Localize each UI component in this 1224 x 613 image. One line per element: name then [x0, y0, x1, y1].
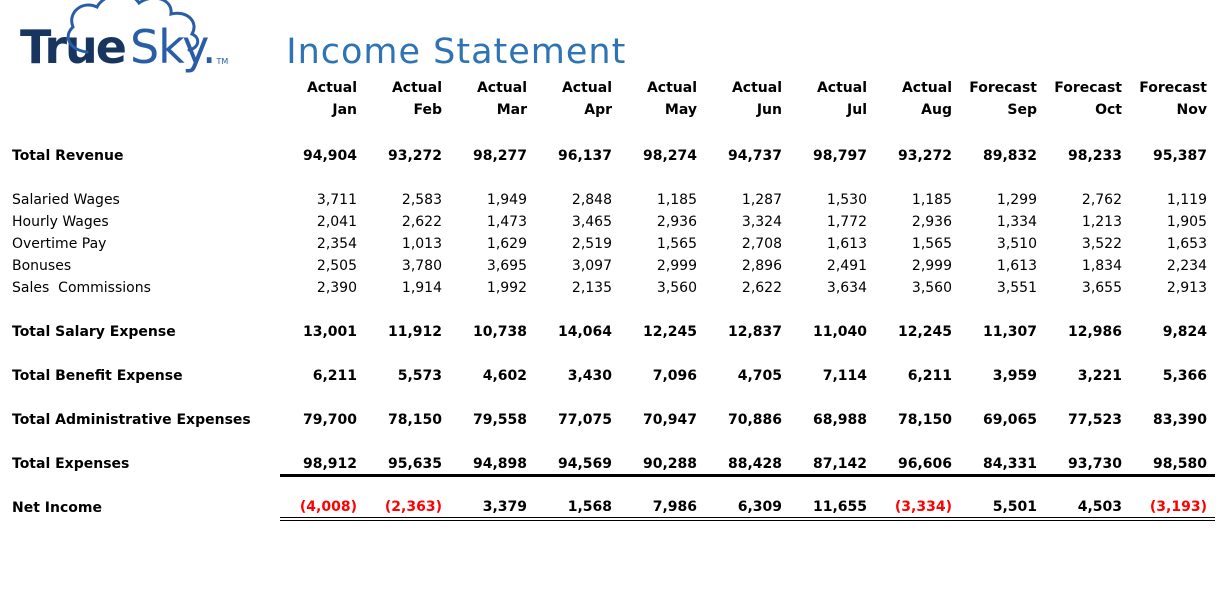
value-cell: 77,523	[1067, 412, 1122, 429]
value-cell: 69,065	[982, 412, 1037, 429]
value-cell: 94,904	[302, 148, 357, 165]
value-cell: 3,097	[571, 258, 612, 275]
value-cell: 1,772	[826, 214, 867, 231]
column-period-label: Actual	[561, 80, 612, 96]
value-cell: 2,234	[1166, 258, 1207, 275]
column-month-label: May	[664, 101, 697, 118]
value-cell: 70,886	[727, 412, 782, 429]
value-cell: 94,737	[727, 148, 782, 165]
row-label: Bonuses	[12, 258, 72, 275]
column-header-oct	[1045, 78, 1130, 145]
value-cell: 2,390	[316, 280, 357, 297]
value-cell: (3,334)	[875, 497, 960, 519]
logo-trademark: TM	[216, 57, 229, 66]
value-cell: 1,119	[1166, 192, 1207, 209]
value-cell: 2,505	[316, 258, 357, 275]
value-cell: 3,522	[1081, 236, 1122, 253]
value-cell: 3,780	[401, 258, 442, 275]
value-cell: 95,635	[365, 453, 450, 475]
value-cell: 93,272	[387, 148, 442, 165]
value-cell: 2,354	[316, 236, 357, 253]
value-cell: 3,221	[1077, 368, 1122, 385]
spacer-cell	[12, 299, 1215, 321]
value-cell: 79,558	[472, 412, 527, 429]
report-header	[0, 0, 1224, 74]
value-cell: 2,491	[826, 258, 867, 275]
value-cell: 95,387	[1152, 148, 1207, 165]
value-cell: 3,560	[656, 280, 697, 297]
value-cell: 94,898	[450, 453, 535, 475]
value-cell: 2,936	[911, 214, 952, 231]
column-month-label: Mar	[496, 101, 527, 118]
value-cell: 2,519	[571, 236, 612, 253]
value-cell: 2,041	[316, 214, 357, 231]
value-cell: 96,606	[875, 453, 960, 475]
value-cell: 10,738	[472, 324, 527, 341]
value-cell: 70,947	[642, 412, 697, 429]
value-cell: 1,629	[486, 236, 527, 253]
spacer-row	[12, 387, 1215, 409]
value-cell: 2,583	[401, 192, 442, 209]
column-header-apr	[535, 78, 620, 145]
truesky-logo	[20, 20, 228, 74]
value-cell: 5,366	[1162, 368, 1207, 385]
row-overtime-pay	[12, 233, 1215, 255]
row-total-benefit-expense	[12, 365, 1215, 387]
value-cell: 6,309	[705, 497, 790, 519]
row-label: Overtime Pay	[12, 236, 107, 253]
value-cell: 1,568	[535, 497, 620, 519]
value-cell: 79,700	[302, 412, 357, 429]
value-cell: 1,299	[996, 192, 1037, 209]
row-salaried-wages	[12, 189, 1215, 211]
value-cell: 90,288	[620, 453, 705, 475]
value-cell: 98,912	[280, 453, 365, 475]
value-cell: (3,193)	[1130, 497, 1215, 519]
value-cell: 87,142	[790, 453, 875, 475]
spacer-row	[12, 475, 1215, 497]
column-month-label: Oct	[1095, 101, 1122, 118]
value-cell: 11,912	[387, 324, 442, 341]
column-header-nov	[1130, 78, 1215, 145]
row-total-expenses	[12, 453, 1215, 475]
column-period-label: Actual	[901, 80, 952, 96]
value-cell: 77,075	[557, 412, 612, 429]
row-label: Total Salary Expense	[12, 324, 176, 341]
value-cell: 3,959	[992, 368, 1037, 385]
value-cell: 7,986	[620, 497, 705, 519]
spacer-row	[12, 299, 1215, 321]
value-cell: 89,832	[982, 148, 1037, 165]
row-label: Total Revenue	[12, 148, 124, 165]
value-cell: 7,114	[822, 368, 867, 385]
column-header-jun	[705, 78, 790, 145]
row-total-administrative-expenses	[12, 409, 1215, 431]
value-cell: 2,762	[1081, 192, 1122, 209]
row-label: Salaried Wages	[12, 192, 120, 209]
column-header-mar	[450, 78, 535, 145]
value-cell: 4,503	[1045, 497, 1130, 519]
value-cell: 98,233	[1067, 148, 1122, 165]
column-period-label: Forecast	[1054, 80, 1122, 96]
spacer-row	[12, 167, 1215, 189]
value-cell: 3,551	[996, 280, 1037, 297]
row-sales-commissions	[12, 277, 1215, 299]
value-cell: 1,185	[911, 192, 952, 209]
value-cell: 3,560	[911, 280, 952, 297]
value-cell: 1,565	[656, 236, 697, 253]
row-bonuses	[12, 255, 1215, 277]
value-cell: 2,622	[401, 214, 442, 231]
column-header-jul	[790, 78, 875, 145]
spacer-cell	[12, 475, 1215, 497]
value-cell: 6,211	[907, 368, 952, 385]
value-cell: 3,465	[571, 214, 612, 231]
column-period-label: Actual	[646, 80, 697, 96]
value-cell: 93,730	[1045, 453, 1130, 475]
column-month-label: Aug	[921, 101, 952, 118]
value-cell: 78,150	[897, 412, 952, 429]
value-cell: 83,390	[1152, 412, 1207, 429]
value-cell: 12,986	[1067, 324, 1122, 341]
value-cell: 7,096	[652, 368, 697, 385]
row-label: Total Expenses	[12, 456, 130, 473]
spacer-cell	[12, 343, 1215, 365]
value-cell: 98,274	[642, 148, 697, 165]
value-cell: 2,848	[571, 192, 612, 209]
value-cell: (4,008)	[280, 497, 365, 519]
value-cell: 68,988	[812, 412, 867, 429]
value-cell: 6,211	[312, 368, 357, 385]
value-cell: 3,324	[741, 214, 782, 231]
row-total-salary-expense	[12, 321, 1215, 343]
value-cell: 5,573	[397, 368, 442, 385]
column-header-feb	[365, 78, 450, 145]
row-total-revenue	[12, 145, 1215, 167]
spacer-cell	[12, 431, 1215, 453]
row-label: Net Income	[12, 500, 102, 517]
column-month-label: Sep	[1007, 101, 1037, 118]
value-cell: 2,622	[741, 280, 782, 297]
column-month-label: Nov	[1176, 101, 1207, 118]
value-cell: 2,913	[1166, 280, 1207, 297]
value-cell: 2,936	[656, 214, 697, 231]
value-cell: 98,797	[812, 148, 867, 165]
value-cell: 3,695	[486, 258, 527, 275]
value-cell: 1,613	[826, 236, 867, 253]
row-net-income	[12, 497, 1215, 519]
value-cell: 98,580	[1130, 453, 1215, 475]
column-header-sep	[960, 78, 1045, 145]
column-period-label: Forecast	[969, 80, 1037, 96]
value-cell: 4,602	[482, 368, 527, 385]
column-period-label: Actual	[306, 80, 357, 96]
value-cell: 11,040	[812, 324, 867, 341]
value-cell: 1,992	[486, 280, 527, 297]
column-period-label: Forecast	[1139, 80, 1207, 96]
value-cell: 94,569	[535, 453, 620, 475]
column-month-label: Apr	[584, 101, 612, 118]
spacer-row	[12, 343, 1215, 365]
value-cell: 96,137	[557, 148, 612, 165]
value-cell: 12,245	[642, 324, 697, 341]
value-cell: 1,949	[486, 192, 527, 209]
value-cell: 2,999	[656, 258, 697, 275]
value-cell: 3,711	[316, 192, 357, 209]
value-cell: 84,331	[960, 453, 1045, 475]
value-cell: 1,287	[741, 192, 782, 209]
value-cell: 2,135	[571, 280, 612, 297]
value-cell: 1,834	[1081, 258, 1122, 275]
column-period-label: Actual	[816, 80, 867, 96]
value-cell: 1,473	[486, 214, 527, 231]
value-cell: 93,272	[897, 148, 952, 165]
value-cell: 9,824	[1162, 324, 1207, 341]
value-cell: (2,363)	[365, 497, 450, 519]
row-label: Hourly Wages	[12, 214, 109, 231]
column-header-jan	[280, 78, 365, 145]
value-cell: 1,613	[996, 258, 1037, 275]
row-label: Total Benefit Expense	[12, 368, 183, 385]
value-cell: 5,501	[960, 497, 1045, 519]
row-label: Total Administrative Expenses	[12, 412, 251, 429]
column-header-may	[620, 78, 705, 145]
value-cell: 11,307	[982, 324, 1037, 341]
value-cell: 12,245	[897, 324, 952, 341]
spacer-cell	[12, 167, 1215, 189]
logo-text-true: True	[20, 20, 125, 74]
column-month-label: Jan	[332, 101, 357, 118]
spacer-cell	[12, 387, 1215, 409]
value-cell: 3,634	[826, 280, 867, 297]
row-label: Sales Commissions	[12, 280, 151, 297]
value-cell: 1,530	[826, 192, 867, 209]
column-month-label: Jul	[847, 101, 867, 118]
income-table	[12, 78, 1215, 521]
column-period-label: Actual	[731, 80, 782, 96]
value-cell: 14,064	[557, 324, 612, 341]
spacer-row	[12, 431, 1215, 453]
row-hourly-wages	[12, 211, 1215, 233]
column-period-label: Actual	[391, 80, 442, 96]
column-header-aug	[875, 78, 960, 145]
value-cell: 3,430	[567, 368, 612, 385]
value-cell: 1,653	[1166, 236, 1207, 253]
value-cell: 1,914	[401, 280, 442, 297]
value-cell: 11,655	[790, 497, 875, 519]
page-title: Income Statement	[286, 32, 627, 72]
value-cell: 1,185	[656, 192, 697, 209]
value-cell: 98,277	[472, 148, 527, 165]
value-cell: 13,001	[302, 324, 357, 341]
value-cell: 1,905	[1166, 214, 1207, 231]
value-cell: 1,013	[401, 236, 442, 253]
value-cell: 3,655	[1081, 280, 1122, 297]
value-cell: 2,708	[741, 236, 782, 253]
value-cell: 88,428	[705, 453, 790, 475]
column-period-label: Actual	[476, 80, 527, 96]
value-cell: 4,705	[737, 368, 782, 385]
header-row	[12, 78, 1215, 145]
value-cell: 1,565	[911, 236, 952, 253]
value-cell: 2,896	[741, 258, 782, 275]
value-cell: 1,213	[1081, 214, 1122, 231]
value-cell: 3,379	[450, 497, 535, 519]
value-cell: 78,150	[387, 412, 442, 429]
logo-text-sky: Sky.	[129, 20, 216, 74]
column-month-label: Feb	[413, 101, 442, 118]
row-label-header	[12, 78, 280, 145]
value-cell: 1,334	[996, 214, 1037, 231]
column-month-label: Jun	[756, 101, 782, 118]
value-cell: 12,837	[727, 324, 782, 341]
value-cell: 3,510	[996, 236, 1037, 253]
value-cell: 2,999	[911, 258, 952, 275]
